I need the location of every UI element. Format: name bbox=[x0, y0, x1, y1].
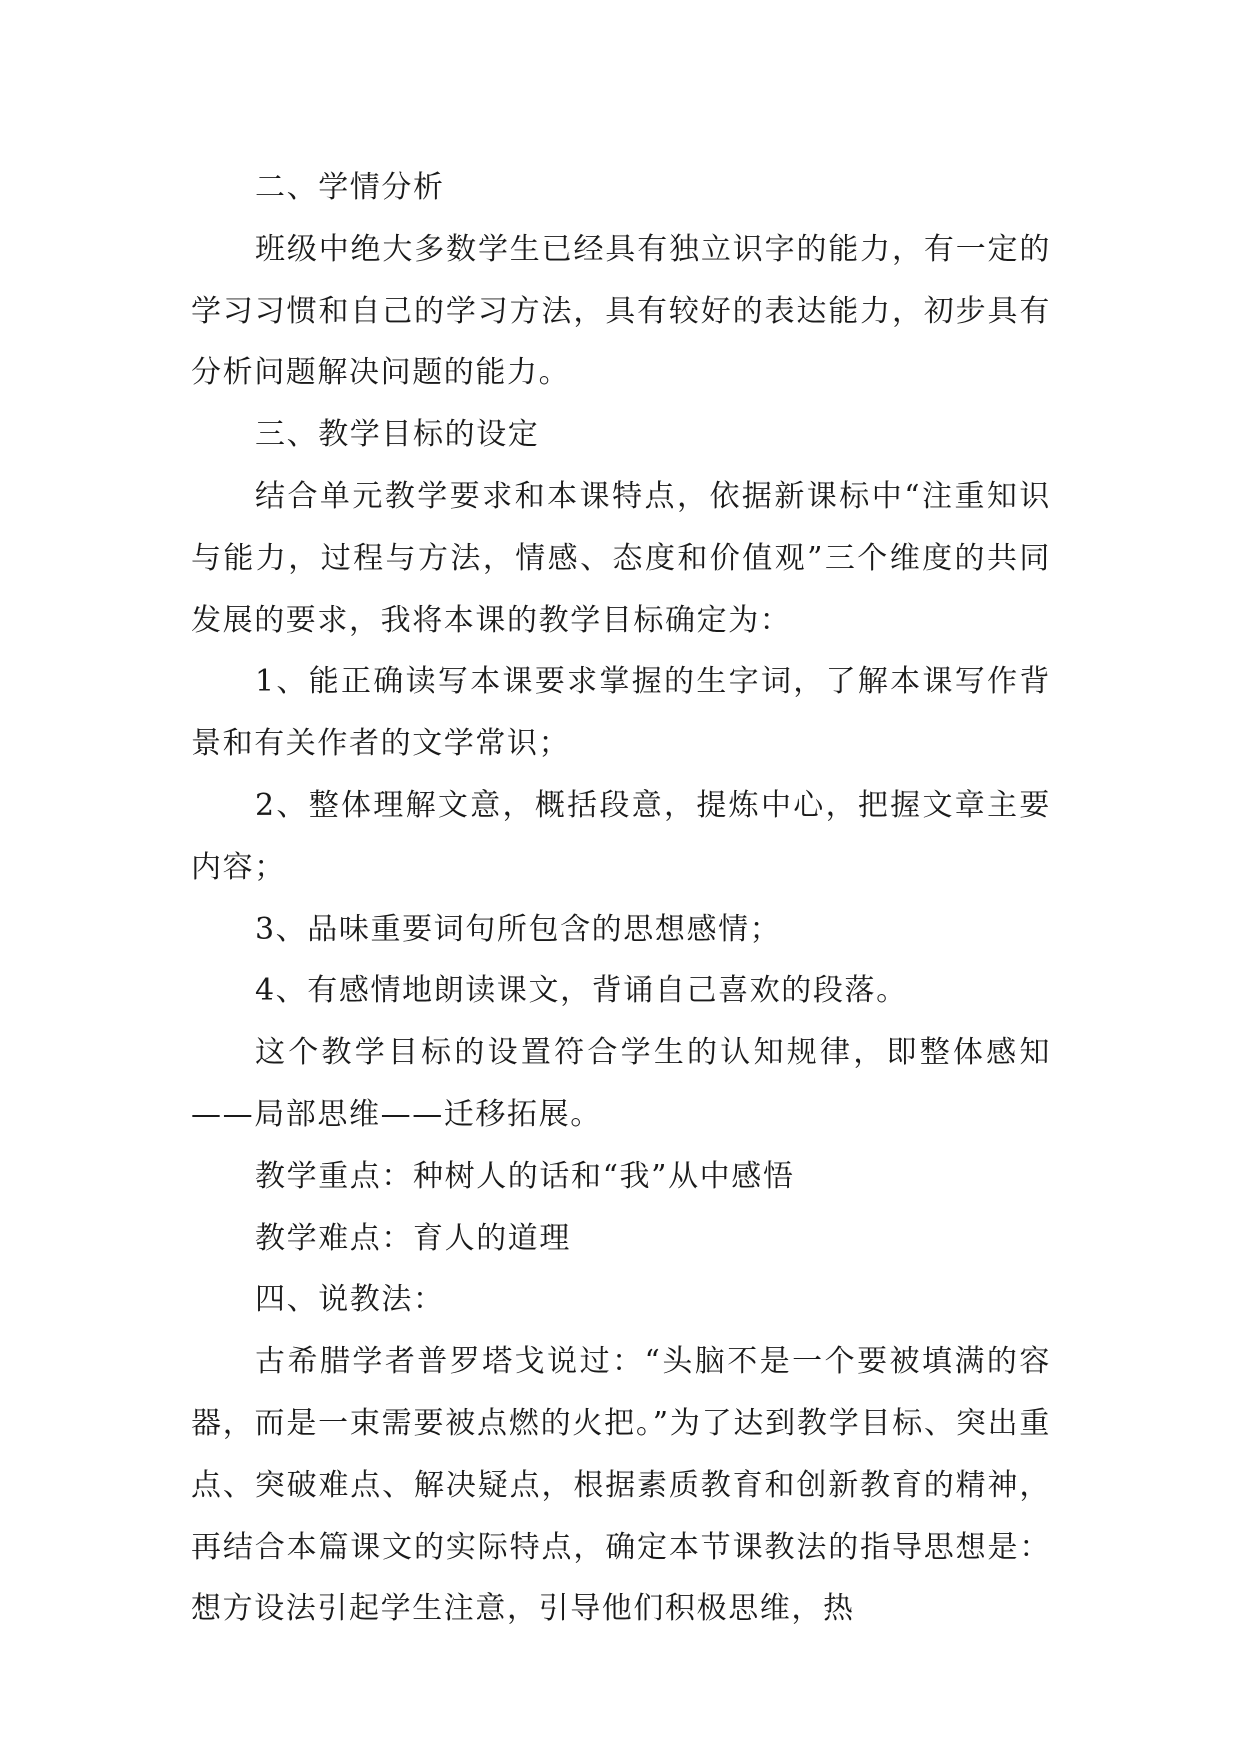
section-heading-teaching-method: 四、说教法： bbox=[255, 1282, 445, 1318]
section-heading-student-analysis: 二、学情分析 bbox=[255, 170, 445, 205]
goal-item-1: 1、能正确读写本课要求掌握的生字词，了解本课写作背景和有关作者的文学常识； bbox=[191, 664, 1051, 762]
goal-item-3: 3、品味重要词句所包含的思想感情； bbox=[255, 911, 782, 947]
document-body bbox=[191, 157, 1051, 1640]
goal-item-2: 2、整体理解文意，概括段意，提炼中心，把握文章主要内容； bbox=[191, 787, 1051, 885]
paragraph-student-analysis: 班级中绝大多数学生已经具有独立识字的能力，有一定的学习习惯和自己的学习方法，具有较好的表达能力，初步具有分析问题解决问题的能力。 bbox=[191, 231, 1051, 391]
paragraph-teaching-method: 古希腊学者普罗塔戈说过：“头脑不是一个要被填满的容器，而是一束需要被点燃的火把。”为了达到教学目标、突出重点、突破难点、解决疑点，根据素质教育和创新教育的精神，再结合本篇课文的实际特点，确定本节课教法的指导思想是：想方设法引起学生注意，引导他们积极思维，热 bbox=[191, 1344, 1051, 1627]
teaching-difficulty: 教学难点：育人的道理 bbox=[255, 1220, 571, 1256]
goal-item-4: 4、有感情地朗读课文，背诵自己喜欢的段落。 bbox=[255, 973, 908, 1009]
paragraph-goals-intro: 结合单元教学要求和本课特点，依据新课标中“注重知识与能力，过程与方法，情感、态度和价值观”三个维度的共同发展的要求，我将本课的教学目标确定为： bbox=[191, 478, 1051, 638]
teaching-key-point: 教学重点：种树人的话和“我”从中感悟 bbox=[255, 1158, 795, 1194]
section-heading-teaching-goals: 三、教学目标的设定 bbox=[255, 417, 540, 453]
paragraph-goals-rationale: 这个教学目标的设置符合学生的认知规律，即整体感知——局部思维——迁移拓展。 bbox=[191, 1035, 1051, 1132]
